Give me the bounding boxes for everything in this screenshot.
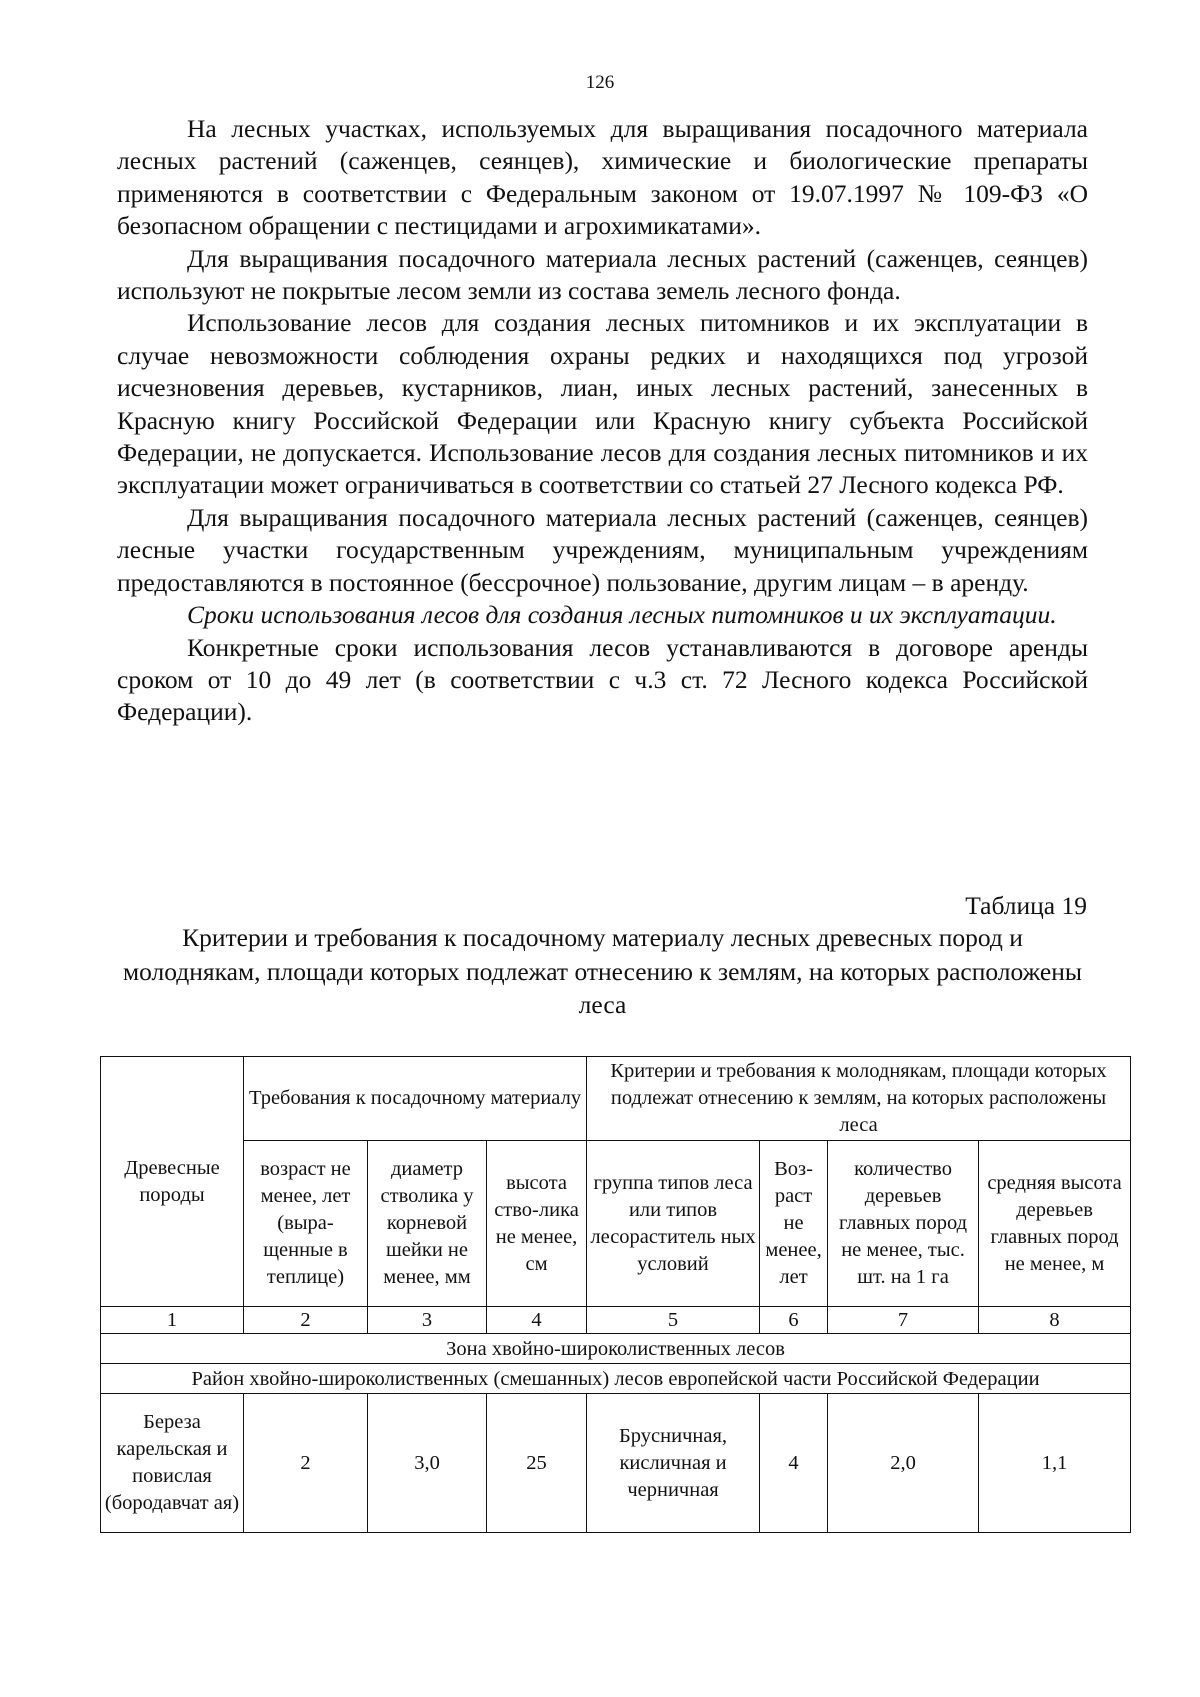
paragraph: Для выращивания посадочного материала лесных растений (саженцев, сеянцев) лесные участки государственным учреждениям, муниципальным учреждениям предоставляются в постоянное (бессрочное) пользование, другим лицам – в аренду. <box>117 502 1088 597</box>
cell-young-age: 4 <box>760 1394 828 1533</box>
zone-row: Зона хвойно-широколиственных лесов <box>101 1334 1131 1364</box>
cell-forest-type: Брусничная, кисличная и черничная <box>587 1394 760 1533</box>
cell-species: Береза карельская и повислая (бородавчат ая) <box>101 1394 244 1533</box>
table-title: Критерии и требования к посадочному материалу лесных древесных пород и молоднякам, площади которых подлежат отнесению к землям, на которых расположены леса <box>122 923 1082 1019</box>
cell-quantity: 2,0 <box>828 1394 979 1533</box>
paragraph: Для выращивания посадочного материала лесных растений (саженцев, сеянцев) используют не покрытые лесом земли из состава земель лесного фонда. <box>117 243 1088 306</box>
header-species: Древесные породы <box>101 1057 244 1307</box>
column-number: 3 <box>368 1307 487 1334</box>
header-group-young: Критерии и требования к молоднякам, площади которых подлежат отнесению к землям, на которых расположены леса <box>587 1057 1131 1141</box>
header-col8: средняя высота деревьев главных пород не менее, м <box>979 1141 1131 1307</box>
page-number: 126 <box>585 72 615 93</box>
table-row <box>101 1394 1131 1533</box>
column-number: 1 <box>101 1307 244 1334</box>
paragraph: Использование лесов для создания лесных питомников и их эксплуатации в случае невозможности соблюдения охраны редких и находящихся под угрозой исчезновения деревьев, кустарников, лиан, иных лесных растений, занесенных в Красную книгу Российской Федерации или Красную книгу субъекта Российской Федерации, не допускается. Использование лесов для создания лесных питомников и их эксплуатации может ограничиваться в соответствии со статьей 27 Лесного кодекса РФ. <box>117 308 1088 500</box>
header-col6: Воз-раст не менее, лет <box>760 1141 828 1307</box>
body-text <box>117 113 1088 729</box>
column-number: 8 <box>979 1307 1131 1334</box>
column-number: 6 <box>760 1307 828 1334</box>
criteria-table <box>100 1056 1131 1533</box>
paragraph: Конкретные сроки использования лесов устанавливаются в договоре аренды сроком от 10 до 49 лет (в соответствии с ч.3 ст. 72 Лесного кодекса Российской Федерации). <box>117 632 1088 727</box>
column-number: 4 <box>487 1307 587 1334</box>
cell-height: 25 <box>487 1394 587 1533</box>
column-number: 2 <box>244 1307 368 1334</box>
section-heading: Сроки использования лесов для создания лесных питомников и их эксплуатации. <box>187 600 1057 630</box>
header-col3: диаметр стволика у корневой шейки не менее, мм <box>368 1141 487 1307</box>
header-col5: группа типов леса или типов лесораститель ных условий <box>587 1141 760 1307</box>
header-group-planting: Требования к посадочному материалу <box>244 1057 587 1141</box>
cell-diameter: 3,0 <box>368 1394 487 1533</box>
header-col2: возраст не менее, лет (выра-щенные в теплице) <box>244 1141 368 1307</box>
cell-age: 2 <box>244 1394 368 1533</box>
column-number: 5 <box>587 1307 760 1334</box>
header-col7: количество деревьев главных пород не менее, тыс. шт. на 1 га <box>828 1141 979 1307</box>
header-col4: высота ство-лика не менее, см <box>487 1141 587 1307</box>
column-number: 7 <box>828 1307 979 1334</box>
table-label: Таблица 19 <box>965 891 1087 920</box>
cell-avg-height: 1,1 <box>979 1394 1131 1533</box>
paragraph: На лесных участках, используемых для выращивания посадочного материала лесных растений (саженцев, сеянцев), химические и биологические препараты применяются в соответствии с Федеральным законом от 19.07.1997 № 109-ФЗ «О безопасном обращении с пестицидами и агрохимикатами». <box>117 114 1088 241</box>
region-row: Район хвойно-широколиственных (смешанных) лесов европейской части Российской Федерации <box>101 1364 1131 1394</box>
